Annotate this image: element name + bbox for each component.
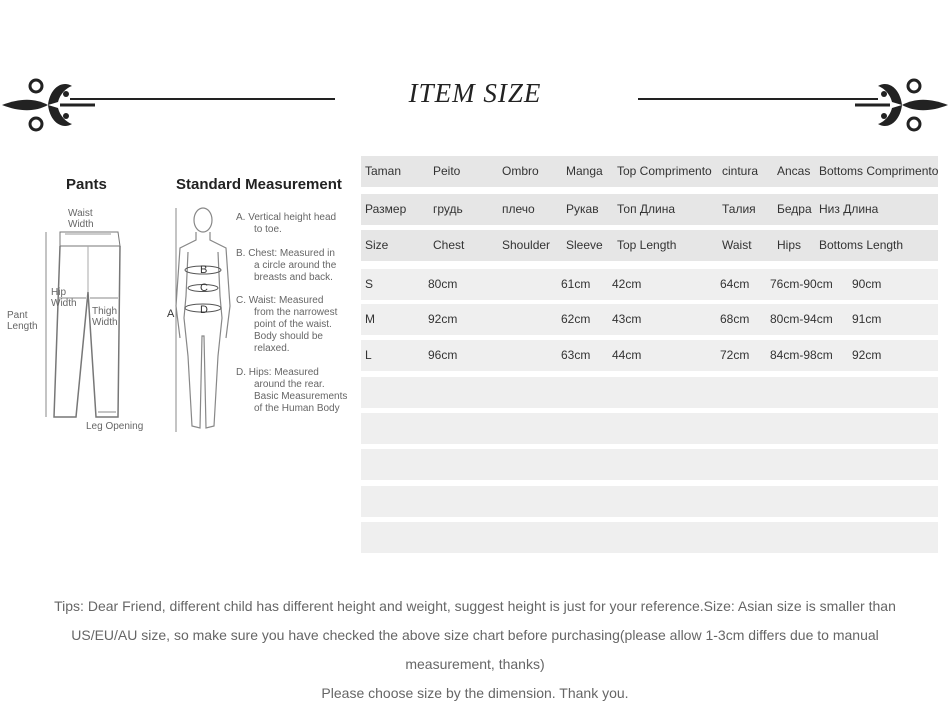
table-cell: M (365, 312, 375, 326)
table-cell: 64cm (720, 277, 750, 291)
note-c: C. Waist: Measured from the narrowest point of the waist. Body should be relaxed. (236, 295, 338, 354)
table-cell: Size (365, 238, 389, 252)
table-cell: 91cm (852, 312, 882, 326)
page-title: ITEM SIZE (408, 78, 542, 108)
table-cell: Sleeve (566, 238, 603, 252)
table-cell: Bottoms Length (819, 238, 904, 252)
table-row (361, 413, 938, 444)
figure-letter-b: B (200, 264, 208, 276)
table-cell: 63cm (561, 348, 591, 362)
table-cell: Shoulder (502, 238, 551, 252)
figure-letter-a: A (167, 308, 175, 320)
table-cell: Chest (433, 238, 465, 252)
table-cell: 44cm (612, 348, 642, 362)
tips-line: Please choose size by the dimension. Thank you. (321, 685, 629, 701)
tips-line: measurement, thanks) (405, 656, 545, 672)
body-figure-icon (166, 206, 236, 436)
table-cell: Peito (433, 164, 461, 178)
note-a: A. Vertical height head to toe. (236, 212, 337, 235)
table-row (361, 377, 938, 408)
table-row (361, 304, 938, 335)
table-cell: 72cm (720, 348, 750, 362)
table-cell: Top Length (617, 238, 677, 252)
table-cell: Taman (365, 164, 402, 178)
table-row (361, 269, 938, 300)
table-cell: L (365, 348, 372, 362)
table-cell: Низ Длина (819, 202, 879, 216)
table-cell: Manga (566, 164, 603, 178)
table-cell: Ancas (777, 164, 811, 178)
tips-line: Tips: Dear Friend, different child has different height and weight, suggest height is just for your reference.Size: Asian size is smaller than (54, 598, 896, 614)
tips-line: US/EU/AU size, so make sure you have checked the above size chart before purchasing(please allow 1-3cm differs due to manual (71, 627, 879, 643)
note-b: B. Chest: Measured in a circle around the breasts and back. (236, 248, 337, 283)
table-cell: грудь (433, 202, 463, 216)
figure-letter-d: D (200, 304, 208, 316)
table-cell: Топ Длина (617, 202, 676, 216)
table-cell: 80cm (428, 277, 458, 291)
table-cell: 76cm-90cm (770, 277, 833, 291)
table-cell: 68cm (720, 312, 750, 326)
table-cell: 90cm (852, 277, 882, 291)
table-cell: 96cm (428, 348, 458, 362)
pant-length-label: Pant Length (7, 310, 38, 332)
table-row (361, 194, 938, 225)
table-cell: Размер (365, 202, 407, 216)
item-size-header (0, 62, 950, 132)
table-cell: 42cm (612, 277, 642, 291)
table-cell: плечо (502, 202, 535, 216)
table-cell: Бедра (777, 202, 812, 216)
table-cell: 92cm (852, 348, 882, 362)
leg-opening-label: Leg Opening (86, 421, 144, 432)
table-row (361, 230, 938, 261)
table-row (361, 340, 938, 371)
header-line-left (70, 98, 335, 100)
table-cell: 43cm (612, 312, 642, 326)
standard-measurement-title: Standard Measurement (176, 176, 342, 193)
table-cell: Waist (722, 238, 752, 252)
table-row (361, 486, 938, 517)
table-cell: Талия (722, 202, 756, 216)
table-cell: 92cm (428, 312, 458, 326)
pants-title: Pants (66, 176, 107, 193)
left-ornament-icon (0, 68, 95, 132)
table-cell: 61cm (561, 277, 591, 291)
table-row (361, 449, 938, 480)
table-cell: S (365, 277, 374, 291)
table-cell: Ombro (502, 164, 539, 178)
table-cell: Top Comprimento (617, 164, 712, 178)
table-row (361, 156, 938, 187)
tips-text (40, 592, 910, 708)
table-cell: Hips (777, 238, 802, 252)
table-cell: 62cm (561, 312, 591, 326)
table-cell: Bottoms Comprimento (819, 164, 939, 178)
figure-letter-c: C (200, 282, 208, 294)
table-cell: cintura (722, 164, 759, 178)
note-d: D. Hips: Measured around the rear. Basic Measurements of the Human Body (236, 367, 348, 414)
waist-width-label: Waist Width (68, 208, 94, 230)
header-line-right (638, 98, 878, 100)
thigh-width-label: Thigh Width (92, 306, 118, 328)
right-ornament-icon (855, 68, 950, 132)
table-cell: 84cm-98cm (770, 348, 833, 362)
table-row (361, 522, 938, 553)
table-cell: 80cm-94cm (770, 312, 833, 326)
hip-width-label: Hip Width (51, 287, 77, 309)
table-cell: Рукав (566, 202, 599, 216)
